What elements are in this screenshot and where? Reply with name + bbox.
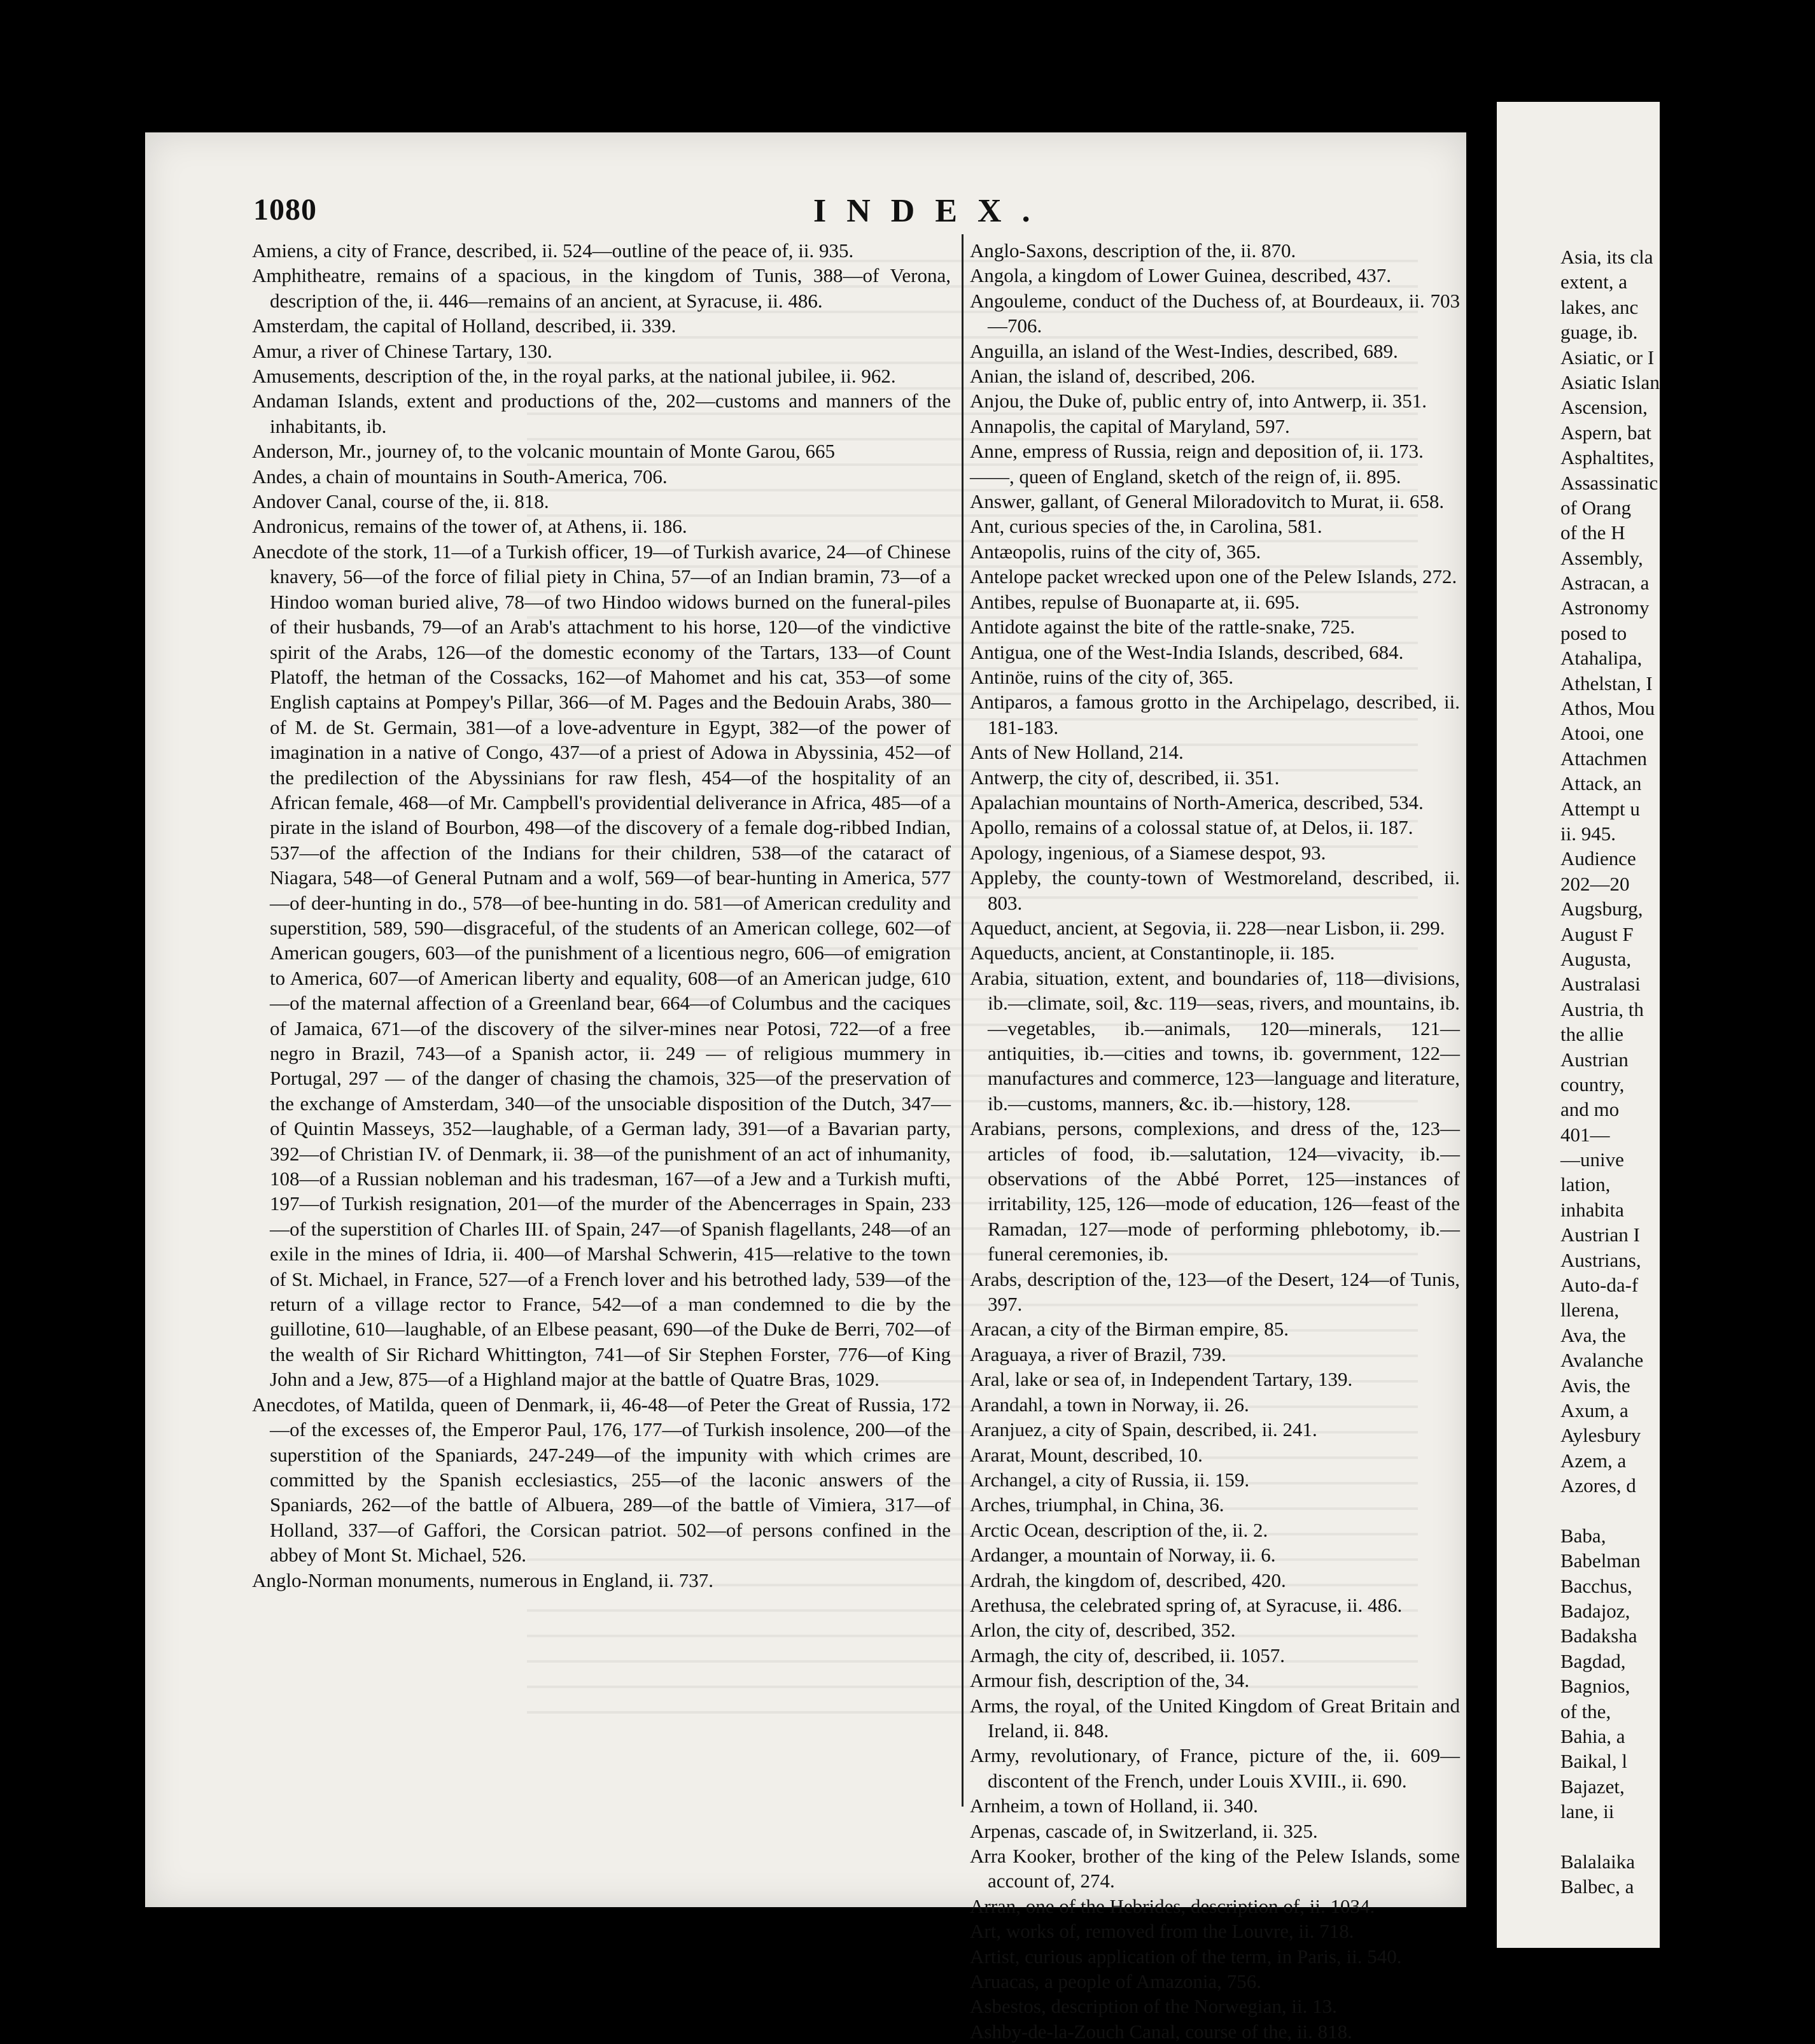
adjacent-entry-fragment: Badaksha: [1560, 1625, 1637, 1647]
adjacent-entry-fragment: Avis, the: [1560, 1374, 1630, 1397]
index-entry: Andover Canal, course of the, ii. 818.: [252, 490, 549, 513]
adjacent-entry-fragment: of the,: [1560, 1700, 1611, 1723]
adjacent-entry-fragment: Azem, a: [1560, 1449, 1627, 1472]
index-entry: Amsterdam, the capital of Holland, described, ii. 339.: [252, 314, 676, 337]
index-entry: Arpenas, cascade of, in Switzerland, ii. 325.: [970, 1819, 1318, 1842]
adjacent-entry-fragment: Assembly,: [1560, 546, 1643, 569]
index-entry: Asbestos, description of the Norwegian, ii. 13.: [970, 1995, 1337, 2018]
index-entry: Antiparos, a famous grotto in the Archipelago, described, ii. 181-183.: [970, 691, 1460, 738]
index-entry: Antæopolis, ruins of the city of, 365.: [970, 540, 1261, 563]
adjacent-entry-fragment: Ascension,: [1560, 396, 1648, 419]
adjacent-entry-fragment: Badajoz,: [1560, 1600, 1630, 1623]
adjacent-entry-fragment: —unive: [1560, 1148, 1624, 1171]
index-entry: Ardanger, a mountain of Norway, ii. 6.: [970, 1544, 1276, 1567]
index-entry: Amur, a river of Chinese Tartary, 130.: [252, 339, 552, 362]
index-entry: Andes, a chain of mountains in South-America, 706.: [252, 465, 668, 488]
adjacent-entry-fragment: of the H: [1560, 521, 1625, 544]
adjacent-entry-fragment: Asia, its cla: [1560, 246, 1653, 268]
index-entry: Arches, triumphal, in China, 36.: [970, 1493, 1224, 1516]
adjacent-entry-fragment: Augsburg,: [1560, 898, 1643, 920]
adjacent-entry-fragment: Atahalipa,: [1560, 647, 1643, 670]
index-entry: Anjou, the Duke of, public entry of, into Antwerp, ii. 351.: [970, 390, 1427, 412]
adjacent-entry-fragment: [1560, 1824, 1815, 1849]
index-entry: Arethusa, the celebrated spring of, at Syracuse, ii. 486.: [970, 1593, 1403, 1616]
adjacent-entry-fragment: 202—20: [1560, 872, 1630, 895]
index-entry: Appleby, the county-town of Westmoreland, described, ii. 803.: [970, 866, 1460, 914]
index-entry: Arlon, the city of, described, 352.: [970, 1619, 1236, 1642]
adjacent-entry-fragment: [1560, 1498, 1815, 1523]
index-entry: Araguaya, a river of Brazil, 739.: [970, 1343, 1226, 1365]
adjacent-entry-fragment: Austrian: [1560, 1048, 1629, 1071]
adjacent-entry-fragment: Attachmen: [1560, 747, 1648, 770]
index-entry: Antelope packet wrecked upon one of the Pelew Islands, 272.: [970, 565, 1457, 588]
index-entry: Anian, the island of, described, 206.: [970, 365, 1256, 388]
index-entry: Armour fish, description of the, 34.: [970, 1669, 1250, 1692]
index-entry: Andronicus, remains of the tower of, at Athens, ii. 186.: [252, 515, 687, 538]
index-entry: Anderson, Mr., journey of, to the volcanic mountain of Monte Garou, 665: [252, 440, 836, 463]
adjacent-entry-fragment: Augusta,: [1560, 947, 1632, 970]
page-number: 1080: [253, 193, 317, 227]
adjacent-entry-fragment: of Orang: [1560, 496, 1632, 519]
index-page: [145, 132, 1466, 2043]
adjacent-page: [1497, 102, 1660, 1948]
index-entry: Arnheim, a town of Holland, ii. 340.: [970, 1794, 1258, 1817]
adjacent-page-fragments: [1560, 244, 1815, 1900]
adjacent-entry-fragment: August F: [1560, 922, 1634, 945]
adjacent-entry-fragment: lation,: [1560, 1173, 1611, 1196]
adjacent-entry-fragment: Austrian I: [1560, 1223, 1640, 1246]
adjacent-entry-fragment: Ava, the: [1560, 1323, 1626, 1346]
index-entry: Anguilla, an island of the West-Indies, described, 689.: [970, 339, 1398, 362]
right-column: [970, 238, 1460, 2044]
index-entry: Anecdotes, of Matilda, queen of Denmark, ii, 46-48—of Peter the Great of Russia, 172—of the excesses of, the Emperor Paul, 176, 177—of Turkish insolence, 200—of the superstition of the Spaniards, 247-249—of the impunity with which crimes are committed by the Spanish ecclesiastics, 255—of the laconic answers of the Spaniards, 262—of the battle of Albuera, 289—of the battle of Vimiera, 317—of Holland, 337—of Gaffori, the Corsican patriot. 502—of persons confined in the abbey of Mont St. Michael, 526.: [252, 1393, 951, 1567]
index-entry: Aqueducts, ancient, at Constantinople, ii. 185.: [970, 941, 1335, 964]
adjacent-entry-fragment: guage, ib.: [1560, 321, 1638, 344]
adjacent-entry-fragment: Audience: [1560, 847, 1636, 870]
adjacent-entry-fragment: Astronomy: [1560, 596, 1650, 619]
index-entry: Arabians, persons, complexions, and dress of the, 123—articles of food, ib.—salutation, 124—vivacity, ib.—observations of the Abbé Porret, 125—instances of irritability, 125, 126—mode of education, 126—feast of the Ramadan, 127—mode of performing phlebotomy, ib.—funeral ceremonies, ib.: [970, 1117, 1460, 1265]
index-entry: Aruacas, a people of Amazonia, 756.: [970, 1970, 1261, 1993]
adjacent-entry-fragment: Astracan, a: [1560, 572, 1650, 595]
left-column: [252, 238, 951, 1593]
adjacent-entry-fragment: and mo: [1560, 1098, 1620, 1121]
adjacent-entry-fragment: Azores, d: [1560, 1474, 1636, 1497]
index-entry: Arra Kooker, brother of the king of the Pelew Islands, some account of, 274.: [970, 1845, 1460, 1892]
adjacent-entry-fragment: Austria, th: [1560, 997, 1644, 1020]
index-entry: Antidote against the bite of the rattle-snake, 725.: [970, 616, 1356, 638]
index-entry: Antinöe, ruins of the city of, 365.: [970, 665, 1234, 688]
adjacent-entry-fragment: Avalanche: [1560, 1349, 1644, 1372]
index-entry: Arms, the royal, of the United Kingdom of Great Britain and Ireland, ii. 848.: [970, 1694, 1460, 1742]
index-entry: Arctic Ocean, description of the, ii. 2.: [970, 1518, 1268, 1541]
index-entry: Ashby-de-la-Zouch Canal, course of the, ii. 818.: [970, 2020, 1352, 2043]
index-entry: Amiens, a city of France, described, ii. 524—outline of the peace of, ii. 935.: [252, 239, 854, 262]
adjacent-entry-fragment: Attack, an: [1560, 772, 1642, 795]
adjacent-entry-fragment: Asiatic, or I: [1560, 346, 1655, 369]
adjacent-entry-fragment: Asiatic Islan: [1560, 370, 1660, 393]
adjacent-entry-fragment: Attempt u: [1560, 797, 1640, 820]
index-entry: Ants of New Holland, 214.: [970, 741, 1184, 764]
adjacent-entry-fragment: extent, a: [1560, 271, 1628, 293]
index-entry: Apology, ingenious, of a Siamese despot, 93.: [970, 841, 1326, 864]
column-rule: [962, 234, 964, 1807]
index-entry: Annapolis, the capital of Maryland, 597.: [970, 414, 1290, 437]
adjacent-entry-fragment: Aspern, bat: [1560, 421, 1651, 444]
adjacent-entry-fragment: Auto-da-f: [1560, 1274, 1639, 1297]
index-entry: Angouleme, conduct of the Duchess of, at Bourdeaux, ii. 703—706.: [970, 289, 1460, 337]
index-entry: ——, queen of England, sketch of the reign of, ii. 895.: [970, 465, 1401, 488]
index-entry: Ant, curious species of the, in Carolina, 581.: [970, 515, 1322, 538]
adjacent-entry-fragment: llerena,: [1560, 1299, 1620, 1322]
index-entry: Army, revolutionary, of France, picture of the, ii. 609—discontent of the French, under Louis XVIII., ii. 690.: [970, 1744, 1460, 1792]
adjacent-entry-fragment: 401—: [1560, 1123, 1610, 1146]
page-header: [253, 192, 1443, 237]
index-entry: Ararat, Mount, described, 10.: [970, 1443, 1203, 1466]
index-entry: Armagh, the city of, described, ii. 1057.: [970, 1644, 1286, 1667]
index-entry: Amusements, description of the, in the royal parks, at the national jubilee, ii. 962.: [252, 365, 896, 388]
index-entry: Antibes, repulse of Buonaparte at, ii. 695.: [970, 590, 1300, 613]
index-entry: Anecdote of the stork, 11—of a Turkish officer, 19—of Turkish avarice, 24—of Chinese knavery, 56—of the force of filial piety in China, 57—of an Indian bramin, 73—of a Hindoo woman buried alive, 78—of two Hindoo widows burned on the funeral-piles of their husbands, 79—of an Arab's attachment to his horse, 120—of the vindictive spirit of the Arabs, 126—of the domestic economy of the Tartars, 133—of Count Platoff, the hetman of the Cossacks, 162—of Mahomet and his cat, 353—of some English captains at Pompey's Pillar, 366—of M. Pages and the Bedouin Arabs, 380—of M. de St. Germain, 381—of a love-adventure in Egypt, 382—of the power of imagination in a native of Congo, 437—of a priest of Adowa in Abyssinia, 452—of the predilection of the Abyssinians for raw flesh, 454—of the hospitality of an African female, 468—of Mr. Campbell's providential deliverance in Africa, 485—of a pirate in the island of Bourbon, 498—of the discovery of a female dog-ribbed Indian, 537—of the affection of the Indians for their children, 538—of the cataract of Niagara, 548—of General Putnam and a wolf, 569—of bear-hunting in America, 577—of deer-hunting in do., 578—of bee-hunting in do. 581—of American credulity and superstition, 589, 590—disgraceful, of the students of an American college, 602—of American gougers, 603—of the punishment of a licentious negro, 606—of emigration to America, 607—of American liberty and equality, 608—of an American judge, 610—of the maternal affection of a Greenland bear, 664—of Columbus and the caciques of Jamaica, 671—of the discovery of the silver-mines near Potosi, 722—of a free negro in Brazil, 743—of a Spanish actor, ii. 249 — of religious mummery in Portugal, 297 — of the danger of chasing the chamois, 325—of the preservation of the exchange of Amsterdam, 340—of the unsociable disposition of the Dutch, 347—of Quintin Masseys, 352—laughable, of a German lady, 391—of a Bavarian party, 392—of Christian IV. of Denmark, ii. 38—of the punishment of an act of inhumanity, 108—of a Russian nobleman and his tradesman, 167—of a Jew and a Turkish mufti, 197—of Turkish resignation, 201—of the murder of the Abencerrages in Spain, 233—of the superstition of Charles III. of Spain, 247—of Spanish flagellants, 248—of an exile in the mines of Idria, ii. 400—of Marshal Schwerin, 415—relative to the town of St. Michael, in France, 527—of a French lover and his betrothed lady, 539—of the return of a village rector to France, 542—of a man condemned to die by the guillotine, 610—laughable, of an Elbese peasant, 690—of the Duke de Berri, 702—of the wealth of Sir Richard Whittington, 741—of Sir Stephen Forster, 776—of King John and a Jew, 875—of a Highland major at the battle of Quatre Bras, 1029.: [252, 540, 951, 1391]
adjacent-entry-fragment: country,: [1560, 1073, 1625, 1096]
index-entry: Apollo, remains of a colossal statue of, at Delos, ii. 187.: [970, 816, 1413, 839]
index-entry: Aqueduct, ancient, at Segovia, ii. 228—near Lisbon, ii. 299.: [970, 916, 1445, 939]
adjacent-entry-fragment: posed to: [1560, 621, 1627, 644]
index-entry: Art, works of, removed from the Louvre, ii. 718.: [970, 1920, 1354, 1943]
adjacent-entry-fragment: the allie: [1560, 1023, 1623, 1046]
adjacent-entry-fragment: Bacchus,: [1560, 1574, 1632, 1597]
adjacent-entry-fragment: lakes, anc: [1560, 295, 1639, 318]
adjacent-entry-fragment: lane, ii: [1560, 1800, 1615, 1823]
adjacent-entry-fragment: Balbec, a: [1560, 1875, 1634, 1898]
index-entry: Andaman Islands, extent and productions of the, 202—customs and manners of the inhabitants, ib.: [252, 390, 951, 437]
adjacent-entry-fragment: Athelstan, I: [1560, 672, 1653, 694]
adjacent-entry-fragment: ii. 945.: [1560, 822, 1616, 845]
adjacent-entry-fragment: Aylesbury: [1560, 1424, 1641, 1447]
index-entry: Artist, curious application of the term, in Paris, ii. 540.: [970, 1945, 1402, 1968]
index-entry: Amphitheatre, remains of a spacious, in the kingdom of Tunis, 388—of Verona, description of the, ii. 446—remains of an ancient, at Syracuse, ii. 486.: [252, 264, 951, 312]
index-entry: Angola, a kingdom of Lower Guinea, described, 437.: [970, 264, 1392, 287]
adjacent-entry-fragment: Bahia, a: [1560, 1725, 1625, 1748]
index-entry: Arabia, situation, extent, and boundaries of, 118—divisions, ib.—climate, soil, &c. 119—seas, rivers, and mountains, ib.—vegetables, ib.—animals, 120—minerals, 121—antiquities, ib.—cities and towns, ib. government, 122—manufactures and commerce, 123—language and literature, ib.—customs, manners, &c. ib.—history, 128.: [970, 966, 1460, 1115]
adjacent-entry-fragment: Assassinatic: [1560, 471, 1658, 494]
adjacent-entry-fragment: Bajazet,: [1560, 1775, 1625, 1798]
index-entry: Aracan, a city of the Birman empire, 85.: [970, 1318, 1289, 1341]
adjacent-entry-fragment: Austrians,: [1560, 1248, 1641, 1271]
index-entry: Anglo-Norman monuments, numerous in England, ii. 737.: [252, 1568, 713, 1591]
adjacent-entry-fragment: Bagdad,: [1560, 1649, 1626, 1672]
adjacent-entry-fragment: Asphaltites,: [1560, 446, 1655, 469]
adjacent-entry-fragment: Australasi: [1560, 973, 1641, 996]
adjacent-entry-fragment: inhabita: [1560, 1198, 1624, 1221]
index-entry: Aranjuez, a city of Spain, described, ii. 241.: [970, 1418, 1317, 1441]
index-entry: Aral, lake or sea of, in Independent Tartary, 139.: [970, 1368, 1353, 1391]
index-entry: Arabs, description of the, 123—of the Desert, 124—of Tunis, 397.: [970, 1267, 1460, 1316]
adjacent-entry-fragment: Babelman: [1560, 1549, 1641, 1572]
adjacent-entry-fragment: Baba,: [1560, 1524, 1606, 1547]
running-head: INDEX.: [813, 193, 1051, 229]
index-entry: Ardrah, the kingdom of, described, 420.: [970, 1568, 1286, 1591]
adjacent-entry-fragment: Axum, a: [1560, 1399, 1629, 1421]
adjacent-entry-fragment: Balalaika: [1560, 1850, 1636, 1873]
index-entry: Antwerp, the city of, described, ii. 351.: [970, 766, 1280, 789]
adjacent-entry-fragment: Bagnios,: [1560, 1675, 1630, 1698]
index-entry: Archangel, a city of Russia, ii. 159.: [970, 1468, 1250, 1491]
index-entry: Anglo-Saxons, description of the, ii. 870.: [970, 239, 1296, 262]
adjacent-entry-fragment: Baikal, l: [1560, 1750, 1628, 1773]
index-entry: Anne, empress of Russia, reign and deposition of, ii. 173.: [970, 440, 1424, 463]
adjacent-entry-fragment: Atooi, one: [1560, 722, 1644, 745]
index-entry: Answer, gallant, of General Miloradovitch to Murat, ii. 658.: [970, 490, 1445, 513]
index-entry: Apalachian mountains of North-America, described, 534.: [970, 791, 1424, 814]
index-entry: Arandahl, a town in Norway, ii. 26.: [970, 1393, 1249, 1416]
index-entry: Arran, one of the Hebrides, description of, ii. 1034.: [970, 1894, 1375, 1917]
index-entry: Antigua, one of the West-India Islands, described, 684.: [970, 640, 1404, 663]
adjacent-entry-fragment: Athos, Mou: [1560, 697, 1655, 720]
